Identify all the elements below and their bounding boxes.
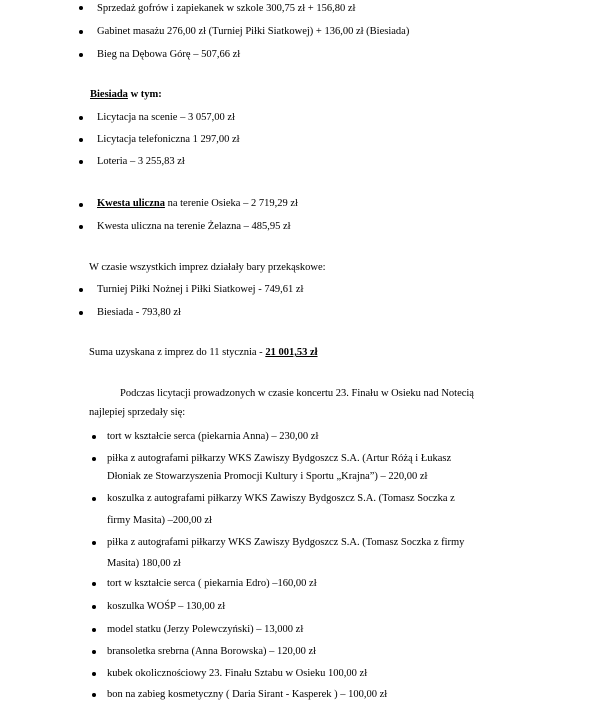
list-item: tort w kształcie serca (piekarnia Anna) – 230,00 zł: [107, 431, 319, 442]
bullet: [79, 6, 83, 10]
list-item: piłka z autografami piłkarzy WKS Zawiszy Bydgoszcz S.A. (Tomasz Soczka z firmy: [107, 537, 465, 548]
bullet: [79, 116, 83, 120]
list-item: bon na zabieg kosmetyczny ( Daria Sirant - Kasperek ) – 100,00 zł: [107, 689, 388, 700]
list-item: koszulka z autografami piłkarzy WKS Zawiszy Bydgoszcz S.A. (Tomasz Soczka z: [107, 493, 455, 504]
biesiada-heading-rest: w tym:: [127, 89, 162, 100]
auction-intro-line1: Podczas licytacji prowadzonych w czasie koncertu 23. Finału w Osieku nad Notecią: [120, 388, 474, 399]
bullet: [79, 225, 83, 229]
list-item: Bieg na Dębowa Górę – 507,66 zł: [97, 49, 241, 60]
list-item: Biesiada - 793,80 zł: [97, 307, 181, 318]
bullet: [92, 650, 96, 654]
bullet: [92, 672, 96, 676]
bullet: [92, 582, 96, 586]
bullet: [92, 605, 96, 609]
sum-text: Suma uzyskana z imprez do 11 stycznia -: [89, 347, 266, 358]
biesiada-heading: [90, 88, 162, 101]
sum-amount: 21 001,53 zł: [265, 347, 318, 358]
auction-intro-line2: najlepiej sprzedały się:: [89, 407, 186, 418]
list-item-continuation: Dłoniak ze Stowarzyszenia Promocji Kultury i Sportu „Krajna”) – 220,00 zł: [107, 471, 428, 482]
list-item: Licytacja telefoniczna 1 297,00 zł: [97, 134, 240, 145]
list-item: Licytacja na scenie – 3 057,00 zł: [97, 112, 235, 123]
list-item: piłka z autografami piłkarzy WKS Zawiszy Bydgoszcz S.A. (Artur Różą i Łukasz: [107, 453, 452, 464]
list-item: model statku (Jerzy Polewczyński) – 13,000 zł: [107, 624, 304, 635]
kwesta-heading: Kwesta uliczna: [97, 198, 165, 209]
list-item: Turniej Piłki Nożnej i Piłki Siatkowej - 749,61 zł: [97, 284, 304, 295]
list-item-continuation: firmy Masita) –200,00 zł: [107, 515, 212, 526]
bullet: [92, 628, 96, 632]
bullet: [79, 53, 83, 57]
list-item: tort w kształcie serca ( piekarnia Edro) –160,00 zł: [107, 578, 317, 589]
bullet: [92, 693, 96, 697]
list-item: kubek okolicznościowy 23. Finału Sztabu w Osieku 100,00 zł: [107, 668, 368, 679]
bullet: [92, 435, 96, 439]
bullet: [79, 288, 83, 292]
list-item: Kwesta uliczna na terenie Żelazna – 485,95 zł: [97, 221, 291, 232]
bullet: [79, 138, 83, 142]
sum-line: [89, 346, 318, 359]
list-item: Sprzedaż gofrów i zapiekanek w szkole 300,75 zł + 156,80 zł: [97, 3, 356, 14]
bullet: [79, 311, 83, 315]
list-item: [97, 197, 298, 210]
bullet: [92, 457, 96, 461]
bullet: [92, 541, 96, 545]
list-item: Gabinet masażu 276,00 zł (Turniej Piłki Siatkowej) + 136,00 zł (Biesiada): [97, 26, 410, 37]
biesiada-heading-underlined: Biesiada: [90, 89, 128, 100]
kwesta-rest: na terenie Osieka – 2 719,29 zł: [164, 198, 298, 209]
bullet: [79, 30, 83, 34]
bars-intro: W czasie wszystkich imprez działały bary przekąskowe:: [89, 262, 326, 273]
list-item: koszulka WOŚP – 130,00 zł: [107, 601, 226, 612]
list-item-continuation: Masita) 180,00 zł: [107, 558, 181, 569]
list-item: bransoletka srebrna (Anna Borowska) – 120,00 zł: [107, 646, 317, 657]
list-item: Loteria – 3 255,83 zł: [97, 156, 185, 167]
bullet: [79, 160, 83, 164]
bullet: [92, 497, 96, 501]
bullet: [79, 203, 83, 207]
